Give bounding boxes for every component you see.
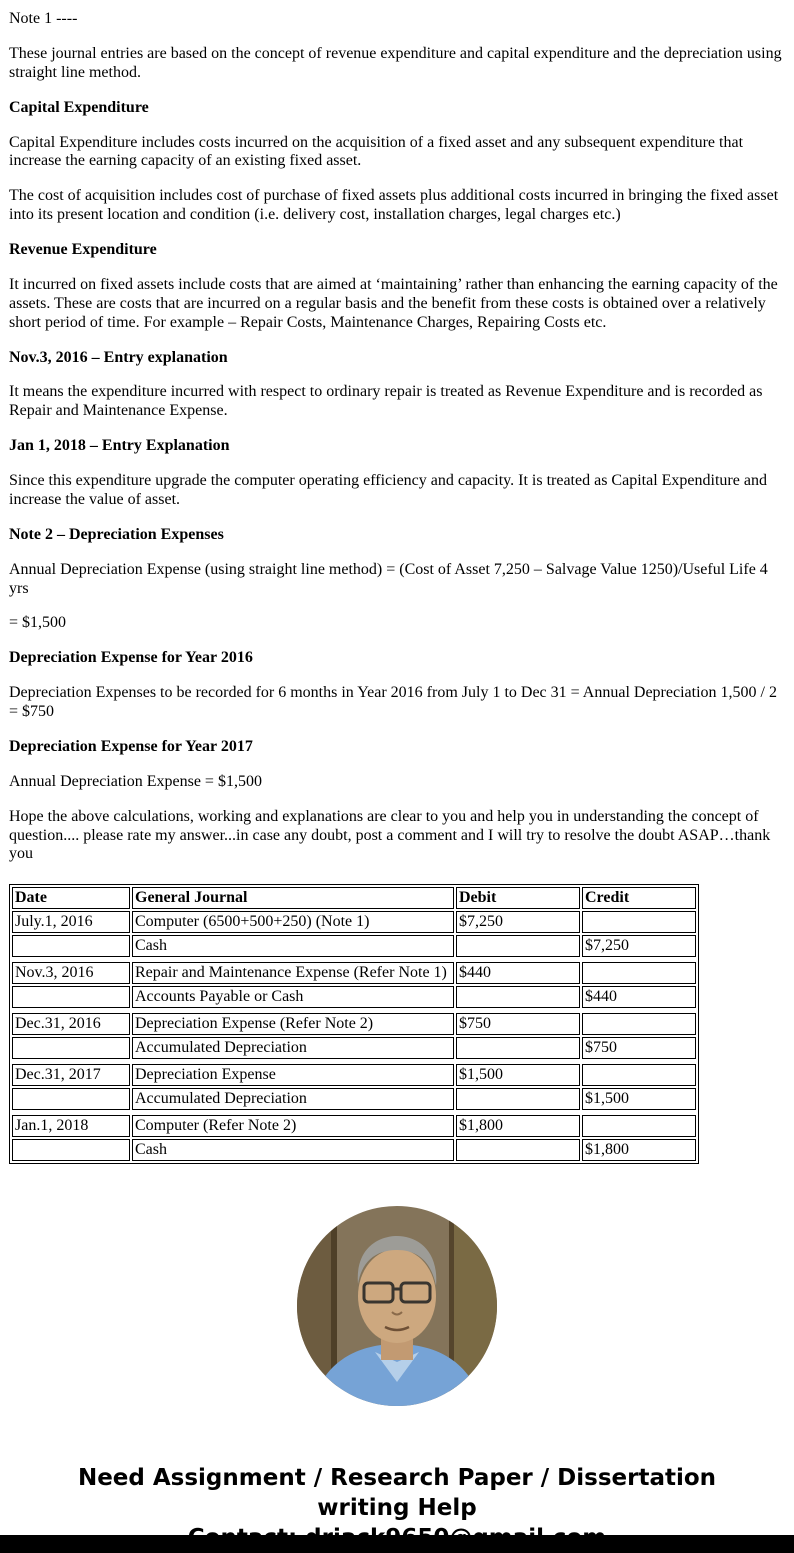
jan-1-2018-entry-paragraph: Since this expenditure upgrade the computer operating efficiency and capacity. It is treated as Capital Expenditure and increase the value of asset. [9, 472, 767, 508]
table-row [12, 1139, 696, 1161]
header-general-journal: General Journal [132, 887, 454, 909]
photo-section [9, 1206, 785, 1411]
banner-line-2: writing Help [317, 1495, 477, 1522]
depreciation-2017-heading: Depreciation Expense for Year 2017 [9, 737, 253, 755]
cell-credit [582, 1013, 696, 1035]
nov-3-2016-entry-paragraph: It means the expenditure incurred with respect to ordinary repair is treated as Revenue Expenditure and is recorded as Repair and Maintenance Expense. [9, 383, 763, 420]
cell-date [12, 1037, 130, 1059]
cell-credit: $7,250 [582, 935, 696, 957]
depreciation-2016-heading: Depreciation Expense for Year 2016 [9, 649, 253, 667]
depreciation-result: = $1,500 [9, 614, 67, 632]
person-portrait-photo [297, 1206, 497, 1406]
table-row [12, 1064, 696, 1086]
capital-expenditure-paragraph-1: Capital Expenditure includes costs incurred on the acquisition of a fixed asset and any subsequent expenditure that increase the earning capacity of an existing fixed asset. [9, 133, 744, 170]
cell-date [12, 935, 130, 957]
cell-debit [456, 1037, 580, 1059]
cell-debit: $1,800 [456, 1115, 580, 1137]
cell-credit: $750 [582, 1037, 696, 1059]
table-row [12, 962, 696, 984]
depreciation-2016-paragraph: Depreciation Expenses to be recorded for 6 months in Year 2016 from July 1 to Dec 31 = Annual Depreciation 1,500 / 2 = $750 [9, 684, 777, 720]
journal-entries-table [9, 884, 699, 1164]
cell-account: Depreciation Expense (Refer Note 2) [132, 1013, 454, 1035]
table-row [12, 1088, 696, 1110]
bottom-black-bar [0, 1535, 794, 1553]
closing-note-paragraph: Hope the above calculations, working and explanations are clear to you and help you in understanding the concept of question.... please rate my answer...in case any doubt, post a comment and I will try to resolve the doubt ASAP…thank you [9, 807, 771, 863]
depreciation-formula-paragraph: Annual Depreciation Expense (using straight line method) = (Cost of Asset 7,250 – Salvage Value 1250)/Useful Life 4 yrs [9, 560, 768, 597]
cell-debit [456, 1088, 580, 1110]
banner-line-1: Need Assignment / Research Paper / Dissertation [77, 1465, 717, 1492]
cell-account: Cash [132, 1139, 454, 1161]
cell-credit: $440 [582, 986, 696, 1008]
capital-expenditure-paragraph-2: The cost of acquisition includes cost of purchase of fixed assets plus additional costs incurred in bringing the fixed asset into its present location and condition (i.e. delivery cost, installation charges, legal charges etc.) [9, 187, 779, 224]
cell-date [12, 986, 130, 1008]
revenue-expenditure-heading: Revenue Expenditure [9, 241, 157, 258]
cell-account: Accounts Payable or Cash [132, 986, 454, 1008]
cell-debit [456, 986, 580, 1008]
capital-expenditure-heading: Capital Expenditure [9, 98, 149, 116]
cell-credit [582, 911, 696, 933]
cell-date [12, 1088, 130, 1110]
cell-debit: $750 [456, 1013, 580, 1035]
cell-debit: $1,500 [456, 1064, 580, 1086]
cell-debit [456, 1139, 580, 1161]
header-credit: Credit [582, 887, 696, 909]
cell-date: Jan.1, 2018 [12, 1115, 130, 1137]
cell-account: Computer (6500+500+250) (Note 1) [132, 911, 454, 933]
cell-debit: $440 [456, 962, 580, 984]
intro-paragraph: These journal entries are based on the concept of revenue expenditure and capital expenditure and the depreciation using straight line method. [9, 44, 782, 81]
table-row [12, 1037, 696, 1059]
table-group-spacer [12, 1010, 696, 1011]
nov-3-2016-entry-heading: Nov.3, 2016 – Entry explanation [9, 348, 228, 366]
cell-date: Dec.31, 2016 [12, 1013, 130, 1035]
table-group-spacer [12, 959, 696, 960]
table-row [12, 986, 696, 1008]
cell-account: Cash [132, 935, 454, 957]
table-group-spacer [12, 1061, 696, 1062]
cell-credit [582, 962, 696, 984]
table-row [12, 1115, 696, 1137]
cell-account: Accumulated Depreciation [132, 1088, 454, 1110]
table-header-row [12, 887, 696, 909]
cell-credit [582, 1064, 696, 1086]
cell-date: Nov.3, 2016 [12, 962, 130, 984]
table-group-spacer [12, 1112, 696, 1113]
cell-account: Depreciation Expense [132, 1064, 454, 1086]
jan-1-2018-entry-heading: Jan 1, 2018 – Entry Explanation [9, 437, 230, 455]
cell-date: July.1, 2016 [12, 911, 130, 933]
note-2-heading: Note 2 – Depreciation Expenses [9, 525, 224, 543]
cell-debit [456, 935, 580, 957]
cell-date: Dec.31, 2017 [12, 1064, 130, 1086]
revenue-expenditure-paragraph: It incurred on fixed assets include costs that are aimed at ‘maintaining’ rather than enhancing the earning capacity of the assets. These are costs that are incurred on a regular basis and the benefit from these costs is obtained over a relatively short period of time. For example – Repair Costs, Maintenance Charges, Repairing Costs etc. [9, 275, 778, 331]
cell-account: Computer (Refer Note 2) [132, 1115, 454, 1137]
cell-debit: $7,250 [456, 911, 580, 933]
header-debit: Debit [456, 887, 580, 909]
table-row [12, 911, 696, 933]
cell-account: Accumulated Depreciation [132, 1037, 454, 1059]
header-date: Date [12, 887, 130, 909]
table-row [12, 935, 696, 957]
note-1-label: Note 1 ---- [9, 10, 78, 27]
cell-date [12, 1139, 130, 1161]
cell-credit: $1,800 [582, 1139, 696, 1161]
cell-credit [582, 1115, 696, 1137]
table-row [12, 1013, 696, 1035]
depreciation-2017-paragraph: Annual Depreciation Expense = $1,500 [9, 772, 262, 790]
cell-credit: $1,500 [582, 1088, 696, 1110]
cell-account: Repair and Maintenance Expense (Refer Note 1) [132, 962, 454, 984]
